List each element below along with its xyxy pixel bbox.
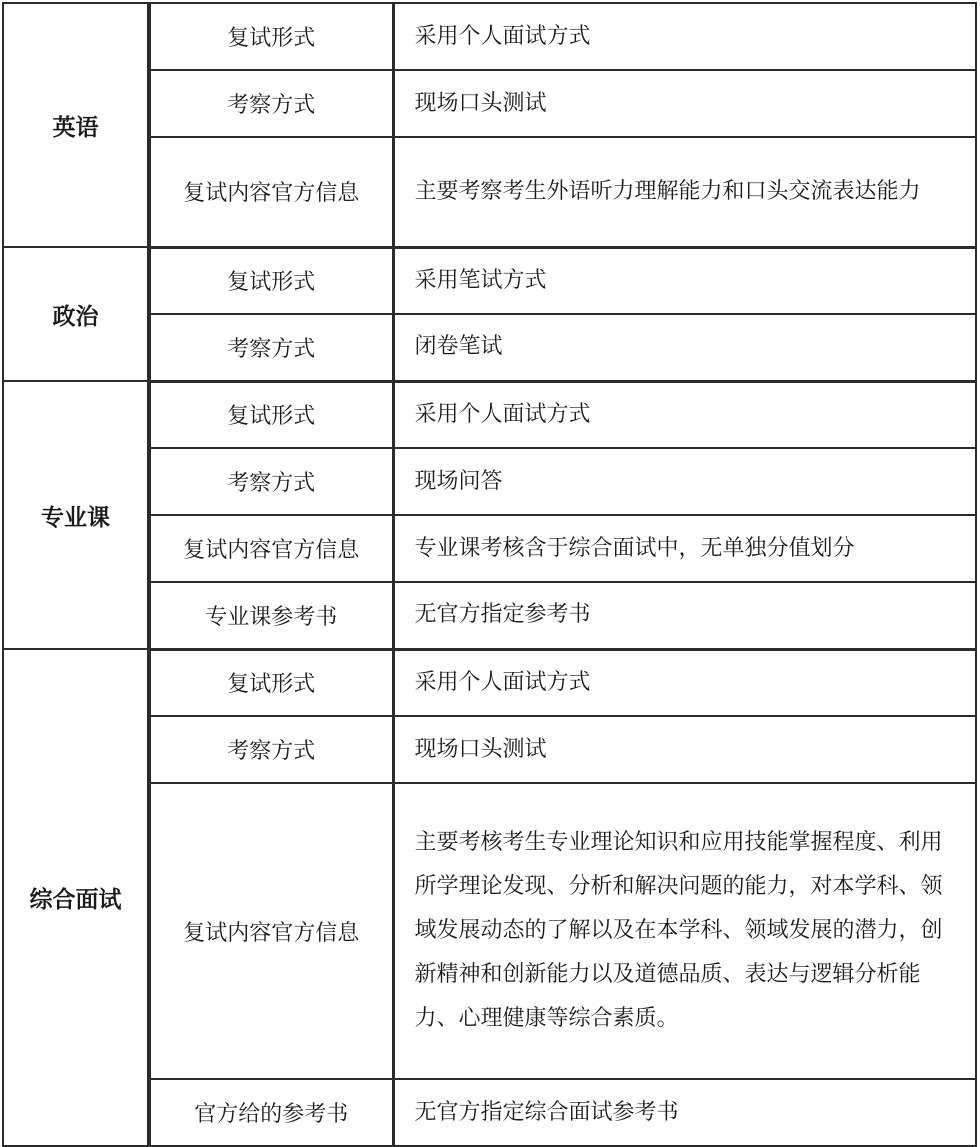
table-row bbox=[3, 783, 976, 1079]
item-cell: 复试内容官方信息 bbox=[149, 515, 393, 582]
item-cell: 考察方式 bbox=[149, 448, 393, 515]
detail-cell: 闭卷笔试 bbox=[393, 314, 976, 381]
item-cell: 考察方式 bbox=[149, 716, 393, 783]
item-cell: 官方给的参考书 bbox=[149, 1079, 393, 1146]
table-row bbox=[3, 381, 976, 448]
table-row bbox=[3, 137, 976, 247]
table-row bbox=[3, 1079, 976, 1146]
detail-cell: 现场口头测试 bbox=[393, 70, 976, 137]
table-row bbox=[3, 649, 976, 716]
subject-cell-major-course: 专业课 bbox=[3, 381, 149, 649]
detail-cell: 现场问答 bbox=[393, 448, 976, 515]
table-row bbox=[3, 70, 976, 137]
table-row bbox=[3, 448, 976, 515]
table-row bbox=[3, 716, 976, 783]
item-cell: 复试形式 bbox=[149, 649, 393, 716]
table-row bbox=[3, 314, 976, 381]
table-row bbox=[3, 247, 976, 314]
detail-cell: 采用个人面试方式 bbox=[393, 649, 976, 716]
item-cell: 考察方式 bbox=[149, 314, 393, 381]
detail-cell: 采用个人面试方式 bbox=[393, 381, 976, 448]
subject-cell-politics: 政治 bbox=[3, 247, 149, 381]
item-cell: 复试形式 bbox=[149, 3, 393, 70]
detail-cell: 现场口头测试 bbox=[393, 716, 976, 783]
detail-cell: 无官方指定综合面试参考书 bbox=[393, 1079, 976, 1146]
detail-cell: 无官方指定参考书 bbox=[393, 582, 976, 649]
detail-cell: 主要考察考生外语听力理解能力和口头交流表达能力 bbox=[393, 137, 976, 247]
retest-info-table bbox=[2, 2, 977, 1147]
item-cell: 复试内容官方信息 bbox=[149, 137, 393, 247]
item-cell: 复试形式 bbox=[149, 247, 393, 314]
item-cell: 考察方式 bbox=[149, 70, 393, 137]
table-row bbox=[3, 582, 976, 649]
item-cell: 复试内容官方信息 bbox=[149, 783, 393, 1079]
detail-cell: 采用笔试方式 bbox=[393, 247, 976, 314]
subject-cell-comprehensive-interview: 综合面试 bbox=[3, 649, 149, 1146]
detail-cell: 专业课考核含于综合面试中，无单独分值划分 bbox=[393, 515, 976, 582]
item-cell: 专业课参考书 bbox=[149, 582, 393, 649]
item-cell: 复试形式 bbox=[149, 381, 393, 448]
detail-cell: 采用个人面试方式 bbox=[393, 3, 976, 70]
detail-cell: 主要考核考生专业理论知识和应用技能掌握程度、利用所学理论发现、分析和解决问题的能力，对本学科、领域发展动态的了解以及在本学科、领域发展的潜力，创新精神和创新能力以及道德品质、表达与逻辑分析能力、心理健康等综合素质。 bbox=[393, 783, 976, 1079]
subject-cell-english: 英语 bbox=[3, 3, 149, 247]
table-row bbox=[3, 3, 976, 70]
table-row bbox=[3, 515, 976, 582]
